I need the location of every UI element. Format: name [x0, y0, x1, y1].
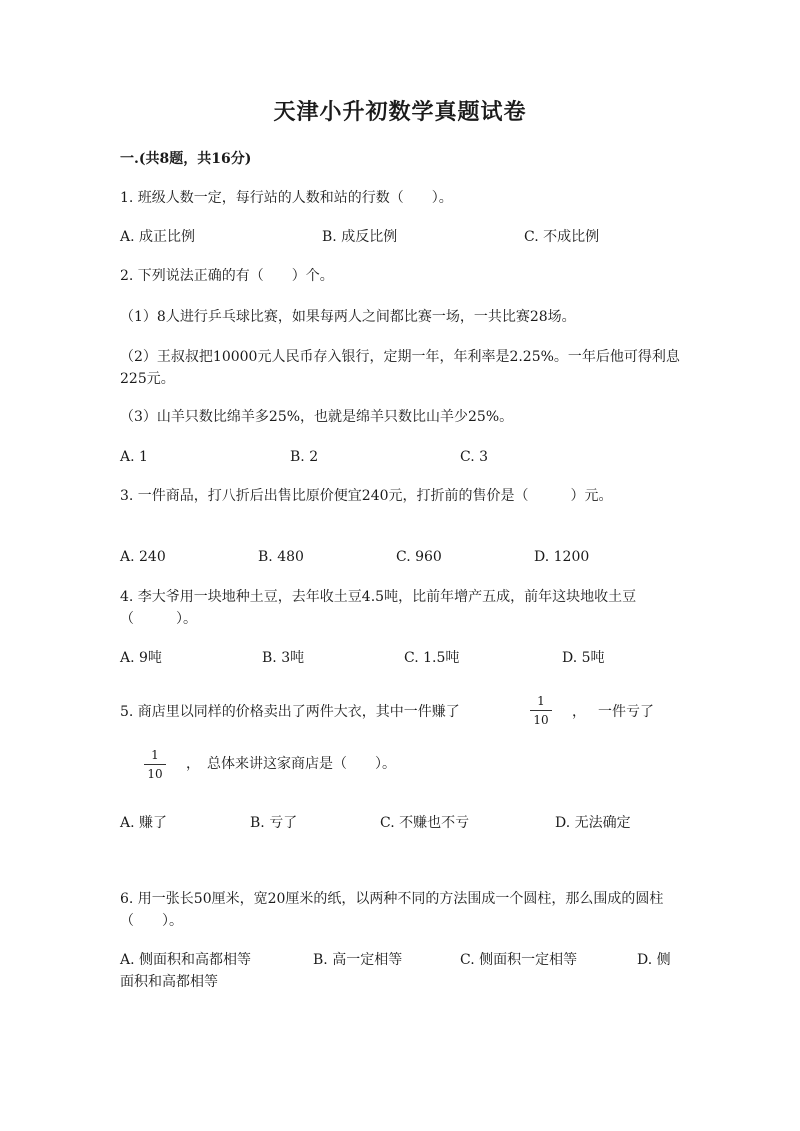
q6-option-a: A. 侧面积和高都相等	[120, 952, 252, 968]
q1-option-c: C. 不成比例	[524, 229, 600, 245]
q1-option-b: B. 成反比例	[322, 229, 398, 245]
q2-option-c: C. 3	[460, 449, 489, 465]
question-3: 3. 一件商品，打八折后出售比原价便宜240元，打折前的售价是（ ）元。	[120, 488, 613, 504]
q6-option-d: D. 侧	[637, 952, 671, 968]
question-1: 1. 班级人数一定，每行站的人数和站的行数（ ）。	[120, 190, 453, 206]
q2-statement-2: （2）王叔叔把10000元人民币存入银行，定期一年，年利率是2.25%。一年后他可得利息225元。	[120, 349, 680, 387]
q1-option-a: A. 成正比例	[120, 229, 196, 245]
q2-statement-3: （3）山羊只数比绵羊多25%，也就是绵羊只数比山羊少25%。	[120, 409, 514, 425]
question-4: 4. 李大爷用一块地种土豆，去年收土豆4.5吨，比前年增产五成，前年这块地收土豆（ ）。	[120, 589, 637, 627]
question-5-part2: 一件亏了	[598, 704, 654, 720]
q5-option-c: C. 不赚也不亏	[380, 815, 470, 831]
q2-statement-1: （1）8人进行乒乓球比赛，如果每两人之间都比赛一场，一共比赛28场。	[120, 309, 576, 325]
q5-option-b: B. 亏了	[250, 815, 298, 831]
q6-option-c: C. 侧面积一定相等	[460, 952, 578, 968]
question-5-part3: ， 总体来讲这家商店是（ ）。	[186, 756, 396, 772]
q2-option-a: A. 1	[120, 449, 148, 465]
q5-option-a: A. 赚了	[120, 815, 168, 831]
question-6: 6. 用一张长50厘米，宽20厘米的纸，以两种不同的方法围成一个圆柱，那么围成的圆柱（ ）。	[120, 891, 664, 929]
q3-option-d: D. 1200	[534, 549, 590, 565]
section-heading: 一.(共8题，共16分)	[120, 151, 252, 167]
q3-option-a: A. 240	[120, 549, 166, 565]
q3-option-c: C. 960	[396, 549, 442, 565]
fraction-denominator: 10	[533, 713, 549, 727]
question-2: 2. 下列说法正确的有（ ）个。	[120, 268, 334, 284]
q4-option-a: A. 9吨	[120, 650, 162, 666]
q4-option-b: B. 3吨	[262, 650, 305, 666]
q4-option-c: C. 1.5吨	[404, 650, 460, 666]
q6-option-d-continued: 面积和高都相等	[120, 974, 218, 990]
fraction-numerator: 1	[151, 748, 159, 762]
q6-option-b: B. 高一定相等	[313, 952, 403, 968]
q4-option-d: D. 5吨	[562, 650, 605, 666]
question-5-part1: 5. 商店里以同样的价格卖出了两件大衣，其中一件赚了	[120, 704, 460, 720]
q5-option-d: D. 无法确定	[555, 815, 631, 831]
q3-option-b: B. 480	[258, 549, 304, 565]
fraction-denominator: 10	[147, 767, 163, 781]
question-5-comma: ，	[572, 704, 586, 720]
fraction-numerator: 1	[537, 694, 545, 708]
fraction-bar	[144, 764, 166, 765]
fraction-one-tenth-b	[144, 748, 166, 781]
page-title: 天津小升初数学真题试卷	[273, 99, 527, 125]
q2-option-b: B. 2	[290, 449, 319, 465]
fraction-one-tenth-a	[530, 694, 552, 727]
fraction-bar	[530, 710, 552, 711]
